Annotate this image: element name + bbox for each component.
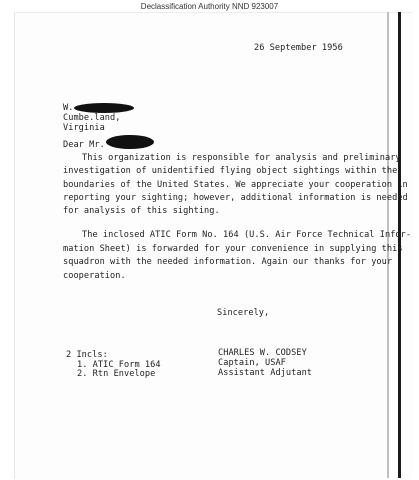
enclosures-heading: 2 Incls: xyxy=(66,350,108,360)
body-p1-line-1: This organization is responsible for analysis and preliminary xyxy=(82,153,401,163)
enclosure-item-2: 2. Rtn Envelope xyxy=(77,369,156,379)
letter-date: 26 September 1956 xyxy=(254,43,343,53)
body-p2-line-1: The inclosed ATIC Form No. 164 (U.S. Air Force Technical Infor- xyxy=(82,230,412,240)
body-p1-line-5: for analysis of this sighting. xyxy=(63,206,220,216)
redaction-name xyxy=(74,103,134,113)
declassification-header: Declassification Authority NND 923007 xyxy=(140,2,279,11)
signature-rank: Captain, USAF xyxy=(218,358,286,368)
body-p1-line-4: reporting your sighting; however, additional information is needed xyxy=(63,193,408,203)
body-p2-line-4: cooperation. xyxy=(63,271,126,281)
body-p1-line-2: investigation of unidentified flying object sightings within the xyxy=(63,166,398,176)
address-state: Virginia xyxy=(63,123,105,133)
address-city: Cumbe.land, xyxy=(63,113,121,123)
signature-name: CHARLES W. CODSEY xyxy=(218,348,307,358)
signature-title: Assistant Adjutant xyxy=(218,368,313,378)
redaction-salutation xyxy=(106,135,154,149)
body-p2-line-2: mation Sheet) is forwarded for your convenience in supplying this xyxy=(63,244,403,254)
body-p1-line-3: boundaries of the United States. We appreciate your cooperation in xyxy=(63,180,408,190)
enclosure-item-1: 1. ATIC Form 164 xyxy=(77,360,161,370)
body-p2-line-3: squadron with the needed information. Again our thanks for your xyxy=(63,257,393,267)
closing: Sincerely, xyxy=(217,308,270,318)
salutation: Dear Mr. xyxy=(63,140,105,150)
address-name-line: W. xyxy=(63,103,74,113)
